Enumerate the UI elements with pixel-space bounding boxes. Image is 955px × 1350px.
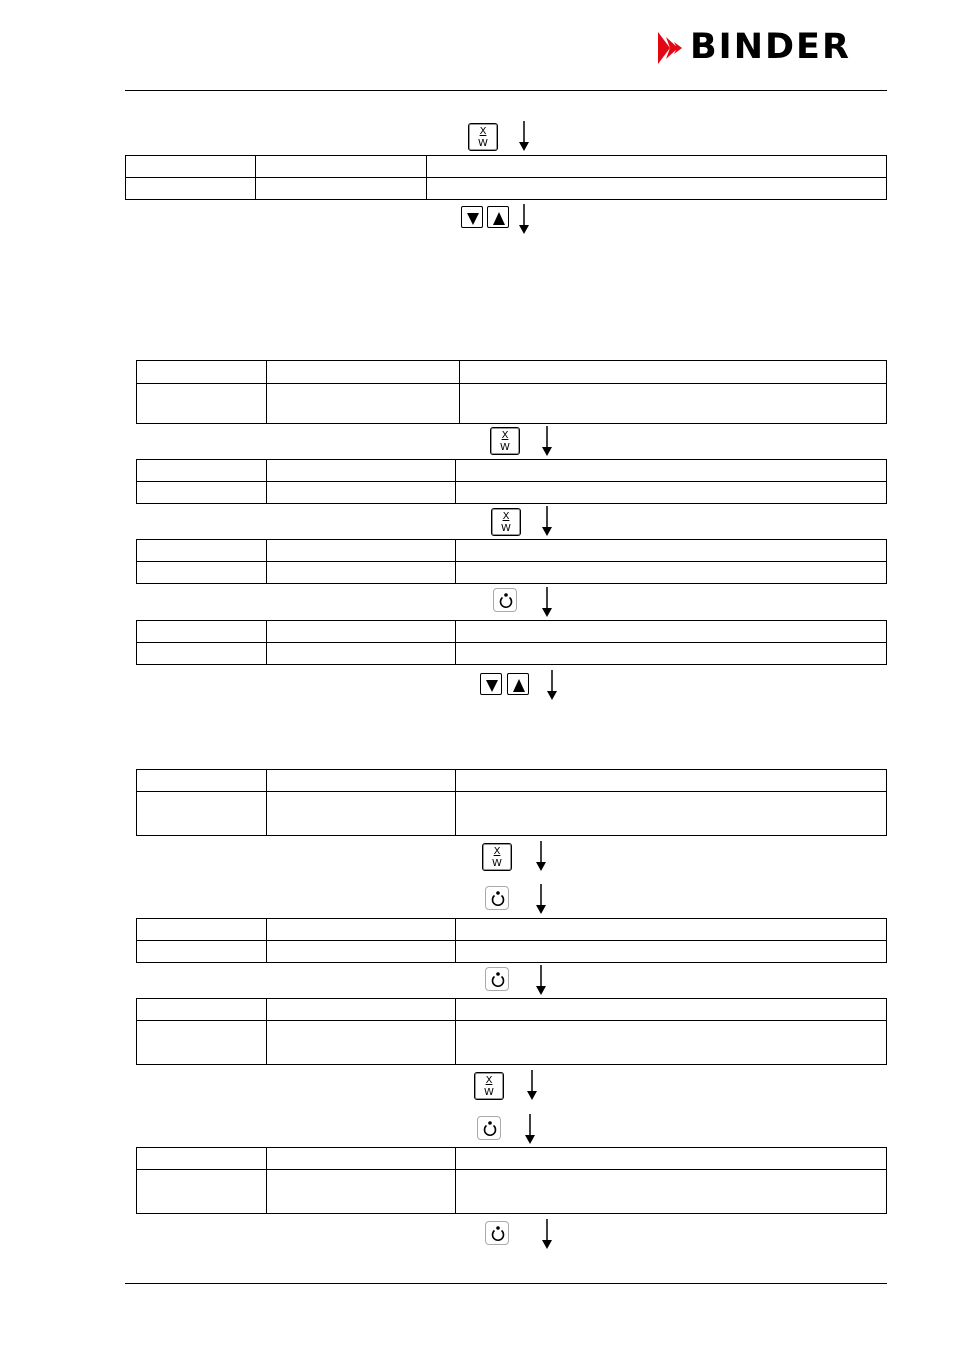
table-cell bbox=[137, 1021, 267, 1065]
table-cell bbox=[137, 621, 267, 643]
table-cell bbox=[137, 999, 267, 1021]
display-table-2 bbox=[136, 360, 887, 424]
table-cell bbox=[456, 460, 887, 482]
xw-key-icon: X W bbox=[474, 1072, 504, 1100]
arrow-down-icon bbox=[541, 587, 553, 617]
table-cell bbox=[126, 178, 256, 200]
table-cell bbox=[456, 643, 887, 665]
table-cell bbox=[456, 919, 887, 941]
xw-key-icon: X W bbox=[491, 508, 521, 536]
table-cell bbox=[456, 1170, 887, 1214]
binder-logo bbox=[656, 27, 888, 67]
table-cell bbox=[456, 792, 887, 836]
table-cell bbox=[137, 361, 267, 384]
arrow-down-icon bbox=[518, 204, 530, 234]
table-cell bbox=[427, 178, 887, 200]
table-cell bbox=[456, 770, 887, 792]
arrow-down-icon bbox=[541, 1219, 553, 1249]
table-cell bbox=[456, 540, 887, 562]
table-cell bbox=[267, 919, 456, 941]
reset-key-icon bbox=[493, 588, 517, 612]
table-cell bbox=[256, 178, 427, 200]
table-cell bbox=[137, 562, 267, 584]
table-cell bbox=[267, 621, 456, 643]
arrow-down-icon bbox=[535, 884, 547, 914]
reset-key-icon bbox=[477, 1116, 501, 1140]
display-table-3 bbox=[136, 459, 887, 504]
table-cell bbox=[267, 770, 456, 792]
display-table-1 bbox=[125, 155, 887, 200]
table-cell bbox=[267, 941, 456, 963]
table-cell bbox=[267, 643, 456, 665]
table-cell bbox=[137, 919, 267, 941]
table-cell bbox=[267, 1170, 456, 1214]
table-cell bbox=[137, 540, 267, 562]
display-table-5 bbox=[136, 620, 887, 665]
table-cell bbox=[460, 361, 887, 384]
table-cell bbox=[460, 384, 887, 424]
table-cell bbox=[137, 1148, 267, 1170]
display-table-7 bbox=[136, 918, 887, 963]
table-cell bbox=[456, 621, 887, 643]
xw-key-icon: X W bbox=[490, 427, 520, 455]
arrow-down-icon bbox=[518, 121, 530, 151]
table-cell bbox=[256, 156, 427, 178]
table-cell bbox=[267, 1148, 456, 1170]
table-cell bbox=[456, 1021, 887, 1065]
display-table-8 bbox=[136, 998, 887, 1065]
table-cell bbox=[137, 482, 267, 504]
xw-key-icon: X W bbox=[468, 123, 498, 151]
arrow-down-icon bbox=[535, 965, 547, 995]
arrow-down-icon bbox=[535, 841, 547, 871]
arrow-down-icon bbox=[526, 1070, 538, 1100]
up-arrow-key-icon bbox=[507, 673, 529, 695]
reset-key-icon bbox=[485, 967, 509, 991]
down-arrow-key-icon bbox=[480, 673, 502, 695]
table-cell bbox=[267, 1021, 456, 1065]
display-table-9 bbox=[136, 1147, 887, 1214]
table-cell bbox=[456, 482, 887, 504]
table-cell bbox=[267, 460, 456, 482]
table-cell bbox=[267, 384, 460, 424]
table-cell bbox=[267, 361, 460, 384]
table-cell bbox=[137, 770, 267, 792]
table-cell bbox=[456, 999, 887, 1021]
display-table-4 bbox=[136, 539, 887, 584]
table-cell bbox=[126, 156, 256, 178]
reset-key-icon bbox=[485, 1221, 509, 1245]
table-cell bbox=[137, 792, 267, 836]
table-cell bbox=[137, 941, 267, 963]
display-table-6 bbox=[136, 769, 887, 836]
arrow-down-icon bbox=[541, 506, 553, 536]
table-cell bbox=[267, 482, 456, 504]
table-cell bbox=[456, 1148, 887, 1170]
table-cell bbox=[267, 540, 456, 562]
reset-key-icon bbox=[485, 886, 509, 910]
table-cell bbox=[267, 999, 456, 1021]
table-cell bbox=[137, 1170, 267, 1214]
table-cell bbox=[137, 643, 267, 665]
table-cell bbox=[267, 562, 456, 584]
arrow-down-icon bbox=[541, 426, 553, 456]
up-arrow-key-icon bbox=[487, 206, 509, 228]
down-arrow-key-icon bbox=[461, 206, 483, 228]
arrow-down-icon bbox=[546, 670, 558, 700]
xw-key-icon: X W bbox=[482, 843, 512, 871]
table-cell bbox=[137, 460, 267, 482]
table-cell bbox=[137, 384, 267, 424]
footer-rule bbox=[125, 1283, 887, 1284]
table-cell bbox=[456, 562, 887, 584]
arrow-down-icon bbox=[524, 1114, 536, 1144]
table-cell bbox=[427, 156, 887, 178]
table-cell bbox=[456, 941, 887, 963]
brand-name: BINDER bbox=[690, 27, 851, 67]
table-cell bbox=[267, 792, 456, 836]
binder-logo-mark-icon bbox=[656, 30, 686, 66]
header-rule bbox=[125, 90, 887, 91]
